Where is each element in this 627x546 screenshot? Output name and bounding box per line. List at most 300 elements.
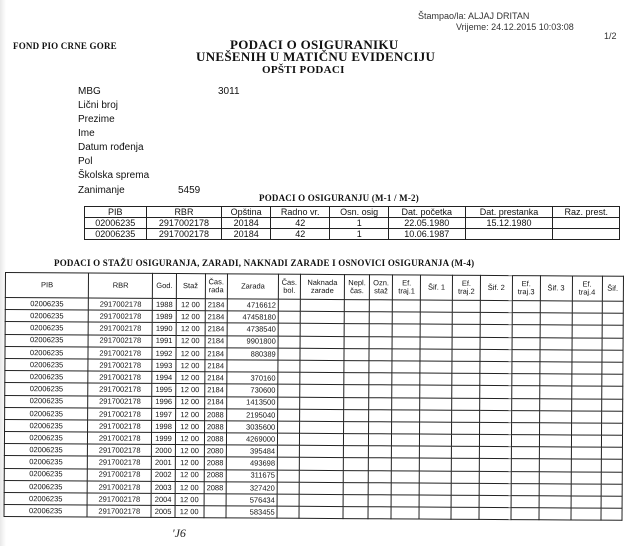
table-cell xyxy=(391,495,419,507)
table-cell xyxy=(420,422,452,434)
table-cell xyxy=(512,374,540,386)
table-cell: 02006235 xyxy=(5,334,88,347)
table-cell xyxy=(512,313,540,325)
table-cell xyxy=(452,446,480,458)
column-header: Dat. početka xyxy=(389,207,466,218)
table-cell xyxy=(571,374,601,386)
table-cell: 2184 xyxy=(204,384,226,396)
table-cell xyxy=(601,386,623,398)
table-cell: 12 00 xyxy=(175,481,204,493)
table-cell xyxy=(277,470,298,482)
table-cell xyxy=(343,507,368,519)
column-header: Šif. 2 xyxy=(480,275,512,300)
table-cell xyxy=(511,496,539,508)
table-cell xyxy=(571,447,601,459)
table-cell: 2088 xyxy=(204,421,226,433)
table-cell xyxy=(602,338,624,350)
table-cell xyxy=(511,508,539,520)
table-cell xyxy=(452,373,480,385)
service-table xyxy=(4,272,624,521)
table-cell xyxy=(392,470,420,482)
table-cell xyxy=(601,399,623,411)
table-cell: 02006235 xyxy=(5,371,88,384)
table-cell xyxy=(300,324,345,336)
table-cell xyxy=(479,410,511,422)
table-cell xyxy=(539,508,571,520)
column-header: PIB xyxy=(5,273,88,299)
table-cell xyxy=(345,312,370,324)
table-cell xyxy=(511,459,539,471)
field-label: Školska sprema xyxy=(78,170,150,181)
table-cell: 2917002178 xyxy=(88,396,152,409)
table-cell xyxy=(479,483,511,495)
table-cell xyxy=(540,325,572,337)
table-cell xyxy=(344,336,369,348)
table-cell: 02006235 xyxy=(4,480,87,493)
table-cell xyxy=(452,398,480,410)
table-cell: 12 00 xyxy=(175,506,204,518)
table-cell: 02006235 xyxy=(4,468,87,481)
table-cell xyxy=(392,349,420,361)
table-cell xyxy=(299,433,344,445)
table-cell xyxy=(392,458,420,470)
table-cell xyxy=(369,385,393,397)
table-cell xyxy=(277,506,298,518)
table-cell xyxy=(452,361,480,373)
table-cell xyxy=(480,349,512,361)
table-cell xyxy=(344,361,369,373)
table-cell: 2917002178 xyxy=(88,335,152,348)
table-cell xyxy=(344,397,369,409)
table-cell xyxy=(480,313,512,325)
table-cell xyxy=(479,471,511,483)
table-cell xyxy=(419,471,451,483)
table-cell: 1996 xyxy=(152,396,176,408)
table-cell: 42 xyxy=(271,229,330,240)
table-cell xyxy=(452,386,480,398)
insurance-table xyxy=(84,206,620,240)
table-cell xyxy=(602,313,624,325)
table-cell: 311675 xyxy=(226,469,277,482)
table-cell: 3035600 xyxy=(226,421,277,434)
field-label: Datum rođenja xyxy=(78,142,144,153)
table-cell xyxy=(539,410,571,422)
table-cell xyxy=(451,471,479,483)
table-cell xyxy=(300,299,345,311)
table-cell: 12 00 xyxy=(175,457,204,469)
table-cell xyxy=(571,484,601,496)
table-cell xyxy=(344,324,369,336)
table-cell xyxy=(420,398,452,410)
table-cell xyxy=(391,507,419,519)
field-label: Prezime xyxy=(78,114,115,125)
table-cell: 12 00 xyxy=(175,469,204,481)
table-cell: 2917002178 xyxy=(87,469,151,482)
table-cell xyxy=(369,324,393,336)
table-cell xyxy=(451,459,479,471)
table-cell xyxy=(420,434,452,446)
table-cell: 2195040 xyxy=(227,409,278,422)
table-cell xyxy=(278,348,299,360)
table-cell xyxy=(278,299,299,311)
column-header: Zarada xyxy=(227,274,278,299)
table-cell xyxy=(420,410,452,422)
table-cell: 1994 xyxy=(152,372,176,384)
table-cell xyxy=(393,300,421,312)
table-cell xyxy=(511,471,539,483)
table-cell xyxy=(344,421,369,433)
table-cell xyxy=(299,494,344,506)
table-cell: 4738540 xyxy=(227,323,278,336)
table-cell xyxy=(419,495,451,507)
table-cell xyxy=(368,483,392,495)
table-cell: 2001 xyxy=(152,457,176,469)
table-cell xyxy=(277,494,298,506)
field-value: 3011 xyxy=(218,86,240,97)
table-cell xyxy=(539,386,571,398)
table-cell xyxy=(572,301,602,313)
table-cell xyxy=(393,312,421,324)
table-cell xyxy=(300,336,345,348)
table-cell xyxy=(571,508,601,520)
table-cell xyxy=(227,360,278,373)
table-cell xyxy=(602,326,624,338)
table-cell: 1 xyxy=(330,229,389,240)
table-cell xyxy=(392,422,420,434)
table-cell xyxy=(601,374,623,386)
table-row xyxy=(4,505,622,521)
general-section-title: OPŠTI PODACI xyxy=(262,64,345,76)
table-cell: 2917002178 xyxy=(89,298,153,311)
table-cell xyxy=(512,386,540,398)
table-cell xyxy=(369,312,393,324)
table-cell xyxy=(419,446,451,458)
table-cell xyxy=(512,325,540,337)
table-cell: 583455 xyxy=(226,506,277,519)
table-cell xyxy=(451,495,479,507)
table-cell xyxy=(278,397,299,409)
table-cell: 02006235 xyxy=(5,419,88,432)
table-cell: 12 00 xyxy=(176,311,205,323)
column-header: Ef. traj.3 xyxy=(512,276,540,301)
table-cell: 02006235 xyxy=(5,298,88,311)
table-cell: 02006235 xyxy=(4,456,87,469)
table-cell: 02006235 xyxy=(5,346,88,359)
table-cell: 2088 xyxy=(204,469,226,481)
table-cell xyxy=(539,484,571,496)
table-row xyxy=(85,229,620,240)
table-cell: 2184 xyxy=(205,299,227,311)
table-cell: 2917002178 xyxy=(88,456,152,469)
table-cell xyxy=(601,423,623,435)
table-cell: 2088 xyxy=(204,457,226,469)
table-cell xyxy=(480,337,512,349)
table-cell: 10.06.1987 xyxy=(389,229,466,240)
table-cell xyxy=(540,362,572,374)
table-cell xyxy=(512,337,540,349)
table-cell: 12 00 xyxy=(176,359,205,371)
table-cell xyxy=(511,422,539,434)
table-cell xyxy=(299,385,344,397)
table-cell xyxy=(452,300,480,312)
table-cell: 327420 xyxy=(226,482,277,495)
document-title-line2: UNEŠENIH U MATIČNU EVIDENCIJU xyxy=(196,49,436,64)
table-cell xyxy=(511,447,539,459)
table-cell xyxy=(539,471,571,483)
printed-by: Štampao/la: ALJAJ DRITAN xyxy=(418,11,530,21)
table-cell: 2917002178 xyxy=(87,481,151,494)
table-cell xyxy=(571,496,601,508)
table-cell: 02006235 xyxy=(4,432,87,445)
table-cell xyxy=(452,434,480,446)
table-cell xyxy=(452,410,480,422)
table-cell xyxy=(368,470,392,482)
table-row xyxy=(85,218,620,229)
service-section-title: PODACI O STAŽU OSIGURANJA, ZARADI, NAKNADI ZARADE I OSNOVICI OSIGURANJA (M-4) xyxy=(54,258,475,268)
table-cell xyxy=(479,422,511,434)
table-cell: 12 00 xyxy=(175,396,204,408)
table-cell xyxy=(392,324,420,336)
column-header: Čas. rada xyxy=(205,274,228,299)
table-cell xyxy=(512,398,540,410)
table-cell xyxy=(553,218,620,229)
table-cell xyxy=(278,311,299,323)
table-cell: 20184 xyxy=(222,229,271,240)
table-cell xyxy=(392,361,420,373)
table-cell: 370160 xyxy=(227,372,278,385)
table-cell xyxy=(420,300,452,312)
table-cell: 2004 xyxy=(151,493,175,505)
table-cell xyxy=(539,374,571,386)
column-header: Šif. 3 xyxy=(540,276,572,301)
table-cell xyxy=(369,373,393,385)
table-cell: 12 00 xyxy=(176,299,205,311)
table-cell xyxy=(300,311,345,323)
table-cell xyxy=(571,386,601,398)
table-cell: 1995 xyxy=(152,384,176,396)
table-cell: 2917002178 xyxy=(88,322,152,335)
table-cell xyxy=(539,447,571,459)
column-header: God. xyxy=(153,273,177,298)
table-cell: 2917002178 xyxy=(87,493,151,506)
table-cell: 02006235 xyxy=(5,407,88,420)
table-cell xyxy=(419,458,451,470)
table-cell xyxy=(392,434,420,446)
table-cell: 2184 xyxy=(205,347,227,359)
table-cell: 1997 xyxy=(152,408,176,420)
table-cell xyxy=(480,374,512,386)
table-cell xyxy=(368,495,392,507)
column-header: PIB xyxy=(85,207,147,218)
table-cell xyxy=(299,372,344,384)
table-cell xyxy=(278,336,299,348)
table-cell xyxy=(452,422,480,434)
table-cell xyxy=(299,421,344,433)
table-cell: 1989 xyxy=(152,311,176,323)
table-cell: 2917002178 xyxy=(88,383,152,396)
table-cell xyxy=(392,446,420,458)
table-cell xyxy=(204,506,226,518)
table-cell: 2005 xyxy=(151,506,175,518)
table-cell xyxy=(480,325,512,337)
table-cell xyxy=(511,435,539,447)
table-cell: 2917002178 xyxy=(146,229,222,240)
table-cell xyxy=(539,398,571,410)
table-cell: 12 00 xyxy=(176,347,205,359)
table-cell: 02006235 xyxy=(5,395,88,408)
table-cell xyxy=(344,458,369,470)
table-cell xyxy=(419,483,451,495)
table-cell xyxy=(368,409,392,421)
table-cell xyxy=(512,349,540,361)
table-cell: 47458180 xyxy=(227,311,278,324)
column-header: Šif. xyxy=(602,276,624,301)
table-cell xyxy=(571,423,601,435)
table-cell: 1 xyxy=(330,218,389,229)
table-cell: 1988 xyxy=(153,298,177,310)
table-cell: 1993 xyxy=(152,359,176,371)
table-cell: 1992 xyxy=(152,347,176,359)
table-cell: 395484 xyxy=(226,445,277,458)
table-cell xyxy=(601,362,623,374)
table-cell: 2184 xyxy=(205,323,227,335)
table-cell xyxy=(299,397,344,409)
table-cell xyxy=(344,385,369,397)
column-header: RBR xyxy=(89,273,153,298)
table-cell xyxy=(540,313,572,325)
column-header: Staž xyxy=(176,274,205,299)
table-cell: 02006235 xyxy=(5,310,88,323)
table-cell xyxy=(299,348,344,360)
table-cell: 2917002178 xyxy=(87,505,151,518)
table-cell xyxy=(571,459,601,471)
column-header: Raz. prest. xyxy=(553,207,620,218)
table-cell xyxy=(571,411,601,423)
table-cell xyxy=(539,423,571,435)
column-header: Nepl. čas. xyxy=(345,275,370,300)
table-cell xyxy=(369,397,393,409)
table-cell xyxy=(465,229,553,240)
table-cell: 1999 xyxy=(152,432,176,444)
table-cell: 20184 xyxy=(222,218,271,229)
table-cell: 02006235 xyxy=(4,492,87,505)
table-cell xyxy=(601,411,623,423)
table-cell: 02006235 xyxy=(4,444,87,457)
page-number: 1/2 xyxy=(604,31,617,41)
table-cell xyxy=(299,458,344,470)
table-cell xyxy=(572,362,602,374)
table-cell xyxy=(278,445,299,457)
table-cell: 02006235 xyxy=(85,218,147,229)
table-cell xyxy=(602,350,624,362)
table-cell xyxy=(479,495,511,507)
column-header: Naknada zarade xyxy=(300,274,345,299)
table-cell xyxy=(601,484,623,496)
column-header: Dat. prestanka xyxy=(465,207,553,218)
table-cell xyxy=(540,350,572,362)
table-cell: 2917002178 xyxy=(88,432,152,445)
table-cell: 02006235 xyxy=(5,383,88,396)
column-header: Opština xyxy=(222,207,271,218)
table-cell: 2917002178 xyxy=(88,371,152,384)
table-cell xyxy=(480,300,512,312)
table-cell xyxy=(452,312,480,324)
table-cell: 22.05.1980 xyxy=(389,218,466,229)
column-header: Ozn. staž xyxy=(369,275,393,300)
table-cell xyxy=(601,472,623,484)
table-cell: 12 00 xyxy=(176,372,205,384)
document-title: PODACI O OSIGURANIKU xyxy=(230,37,399,52)
field-label: Ime xyxy=(78,128,95,139)
insurance-section-title: PODACI O OSIGURANJU (M-1 / M-2) xyxy=(259,193,419,203)
table-cell xyxy=(601,496,623,508)
table-cell xyxy=(539,459,571,471)
column-header: Šif. 1 xyxy=(420,275,452,300)
table-cell: 2002 xyxy=(152,469,176,481)
table-cell xyxy=(344,348,369,360)
table-cell xyxy=(278,421,299,433)
table-cell: 02006235 xyxy=(5,358,88,371)
table-cell xyxy=(479,434,511,446)
field-value: 5459 xyxy=(178,185,201,196)
column-header: Radno vr. xyxy=(271,207,330,218)
table-cell xyxy=(344,409,369,421)
print-time: Vrijeme: 24.12.2015 10:03:08 xyxy=(456,22,574,32)
table-cell: 2917002178 xyxy=(146,218,222,229)
table-cell xyxy=(344,446,369,458)
field-label: Lični broj xyxy=(78,100,119,111)
table-cell xyxy=(368,446,392,458)
table-cell xyxy=(480,398,512,410)
table-cell xyxy=(299,360,344,372)
table-cell xyxy=(392,385,420,397)
table-cell xyxy=(571,435,601,447)
table-cell xyxy=(451,483,479,495)
column-header: Ef. traj.2 xyxy=(452,275,480,300)
table-cell: 2088 xyxy=(204,433,226,445)
table-cell: 1991 xyxy=(152,335,176,347)
field-label: MBG xyxy=(78,86,101,97)
table-cell xyxy=(278,433,299,445)
table-cell xyxy=(540,301,572,313)
table-cell: 2184 xyxy=(204,396,226,408)
table-cell xyxy=(571,472,601,484)
table-cell: 12 00 xyxy=(176,323,205,335)
table-cell xyxy=(299,506,344,518)
table-cell xyxy=(345,300,370,312)
table-cell xyxy=(512,362,540,374)
table-cell xyxy=(452,337,480,349)
table-cell: 2917002178 xyxy=(88,310,152,323)
table-cell: 730600 xyxy=(227,384,278,397)
table-cell xyxy=(452,325,480,337)
table-cell xyxy=(420,385,452,397)
table-cell xyxy=(277,458,298,470)
table-cell: 12 00 xyxy=(175,408,204,420)
table-cell xyxy=(344,470,369,482)
table-cell xyxy=(420,324,452,336)
column-header: RBR xyxy=(146,207,222,218)
organization-name: FOND PIO CRNE GORE xyxy=(13,41,117,51)
table-cell xyxy=(602,301,624,313)
table-cell: 2088 xyxy=(204,408,226,420)
table-cell xyxy=(601,460,623,472)
table-cell: 12 00 xyxy=(175,445,204,457)
table-cell xyxy=(420,337,452,349)
table-cell xyxy=(480,386,512,398)
table-cell: 2184 xyxy=(205,335,227,347)
table-cell xyxy=(369,300,393,312)
